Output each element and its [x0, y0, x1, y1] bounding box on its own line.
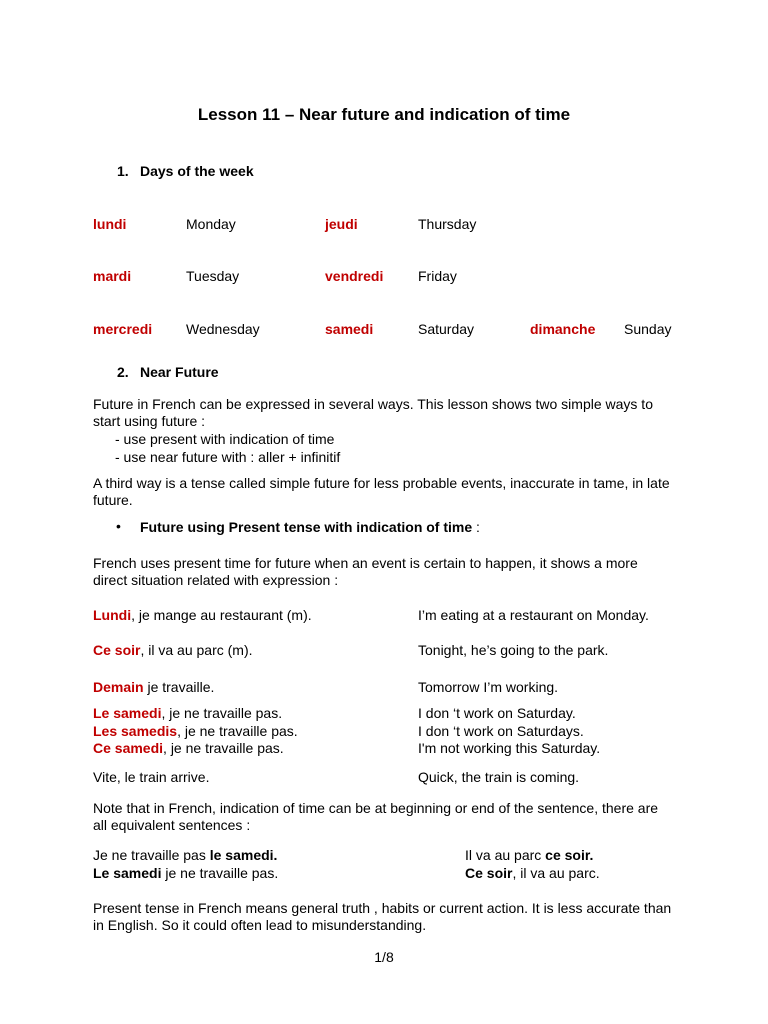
example-fr-rest: , je mange au restaurant (m).: [131, 607, 312, 623]
example-fr-rest: je travaille.: [143, 679, 215, 695]
day-fr-vendredi: vendredi: [325, 268, 384, 284]
day-fr-mardi: mardi: [93, 268, 132, 284]
list-item: - use near future with : aller + infinitif: [115, 449, 341, 465]
example-en: Tonight, he’s going to the park.: [418, 642, 609, 658]
note-paragraph: Note that in French, indication of time can be at beginning or end of the sentence, there are all equivalent sentences :: [93, 800, 659, 833]
equivalent-plain: Il va au parc: [465, 847, 546, 863]
equivalent-plain: , il va au parc.: [512, 865, 600, 881]
example-en: I'm not working this Saturday.: [418, 740, 601, 756]
equivalent-bold: Ce soir: [465, 865, 513, 881]
equivalent-sentence: [465, 847, 593, 863]
page-number: 1/8: [374, 949, 394, 965]
example-fr-rest: , je ne travaille pas.: [161, 705, 283, 721]
equivalent-plain: Je ne travaille pas: [93, 847, 210, 863]
example-fr: [93, 723, 298, 739]
day-en-saturday: Saturday: [418, 321, 475, 337]
equivalent-sentence: [465, 865, 600, 881]
day-fr-dimanche: dimanche: [530, 321, 596, 337]
example-fr: Vite, le train arrive.: [93, 769, 210, 785]
bullet-icon: •: [116, 518, 121, 534]
intro-paragraph: Future in French can be expressed in several ways. This lesson shows two simple ways to start using future :: [93, 396, 653, 429]
equivalent-plain: je ne travaille pas.: [161, 865, 279, 881]
section1-number: 1.: [117, 163, 129, 179]
example-fr-rest: , je ne travaille pas.: [177, 723, 298, 739]
bullet-heading-text: Future using Present tense with indication of time: [140, 519, 473, 535]
example-fr: [93, 607, 312, 623]
example-en: Quick, the train is coming.: [418, 769, 580, 785]
equivalent-bold: Le samedi: [93, 865, 162, 881]
example-fr: [93, 705, 282, 721]
time-expression: Les samedis: [93, 723, 178, 739]
bullet-heading: [140, 519, 480, 535]
time-expression: Demain: [93, 679, 144, 695]
day-en-sunday: Sunday: [624, 321, 672, 337]
example-en: I don ‘t work on Saturdays.: [418, 723, 584, 739]
time-expression: Le samedi: [93, 705, 162, 721]
day-fr-samedi: samedi: [325, 321, 374, 337]
example-fr: [93, 740, 284, 756]
bullet-heading-suffix: :: [472, 519, 480, 535]
page-title: Lesson 11 – Near future and indication of time: [197, 105, 571, 124]
day-en-tuesday: Tuesday: [186, 268, 240, 284]
day-en-monday: Monday: [186, 216, 236, 232]
example-fr-rest: , il va au parc (m).: [140, 642, 253, 658]
section2-heading: Near Future: [140, 364, 219, 380]
equivalent-sentence: [93, 865, 278, 881]
day-en-wednesday: Wednesday: [186, 321, 260, 337]
section1-heading: Days of the week: [140, 163, 254, 179]
example-fr-rest: , je ne travaille pas.: [163, 740, 284, 756]
third-way-paragraph: A third way is a tense called simple future for less probable events, inaccurate in tame, in late future.: [93, 475, 670, 508]
example-fr: [93, 679, 214, 695]
day-en-thursday: Thursday: [418, 216, 477, 232]
example-en: I’m eating at a restaurant on Monday.: [418, 607, 649, 623]
present-intro-paragraph: French uses present time for future when an event is certain to happen, it shows a more direct situation related with expression :: [93, 555, 638, 588]
list-item: - use present with indication of time: [115, 431, 335, 447]
time-expression: Lundi: [93, 607, 132, 623]
day-fr-jeudi: jeudi: [325, 216, 358, 232]
example-en: I don ‘t work on Saturday.: [418, 705, 576, 721]
time-expression: Ce samedi: [93, 740, 164, 756]
day-en-friday: Friday: [418, 268, 457, 284]
example-en: Tomorrow I’m working.: [418, 679, 559, 695]
equivalent-sentence: [93, 847, 277, 863]
example-fr: [93, 642, 253, 658]
day-fr-mercredi: mercredi: [93, 321, 153, 337]
section2-number: 2.: [117, 364, 129, 380]
day-fr-lundi: lundi: [93, 216, 127, 232]
closing-paragraph: Present tense in French means general truth , habits or current action. It is less accurate than in English. So it could often lead to misunderstanding.: [93, 900, 672, 933]
time-expression: Ce soir: [93, 642, 141, 658]
equivalent-bold: le samedi.: [209, 847, 278, 863]
equivalent-bold: ce soir.: [545, 847, 594, 863]
